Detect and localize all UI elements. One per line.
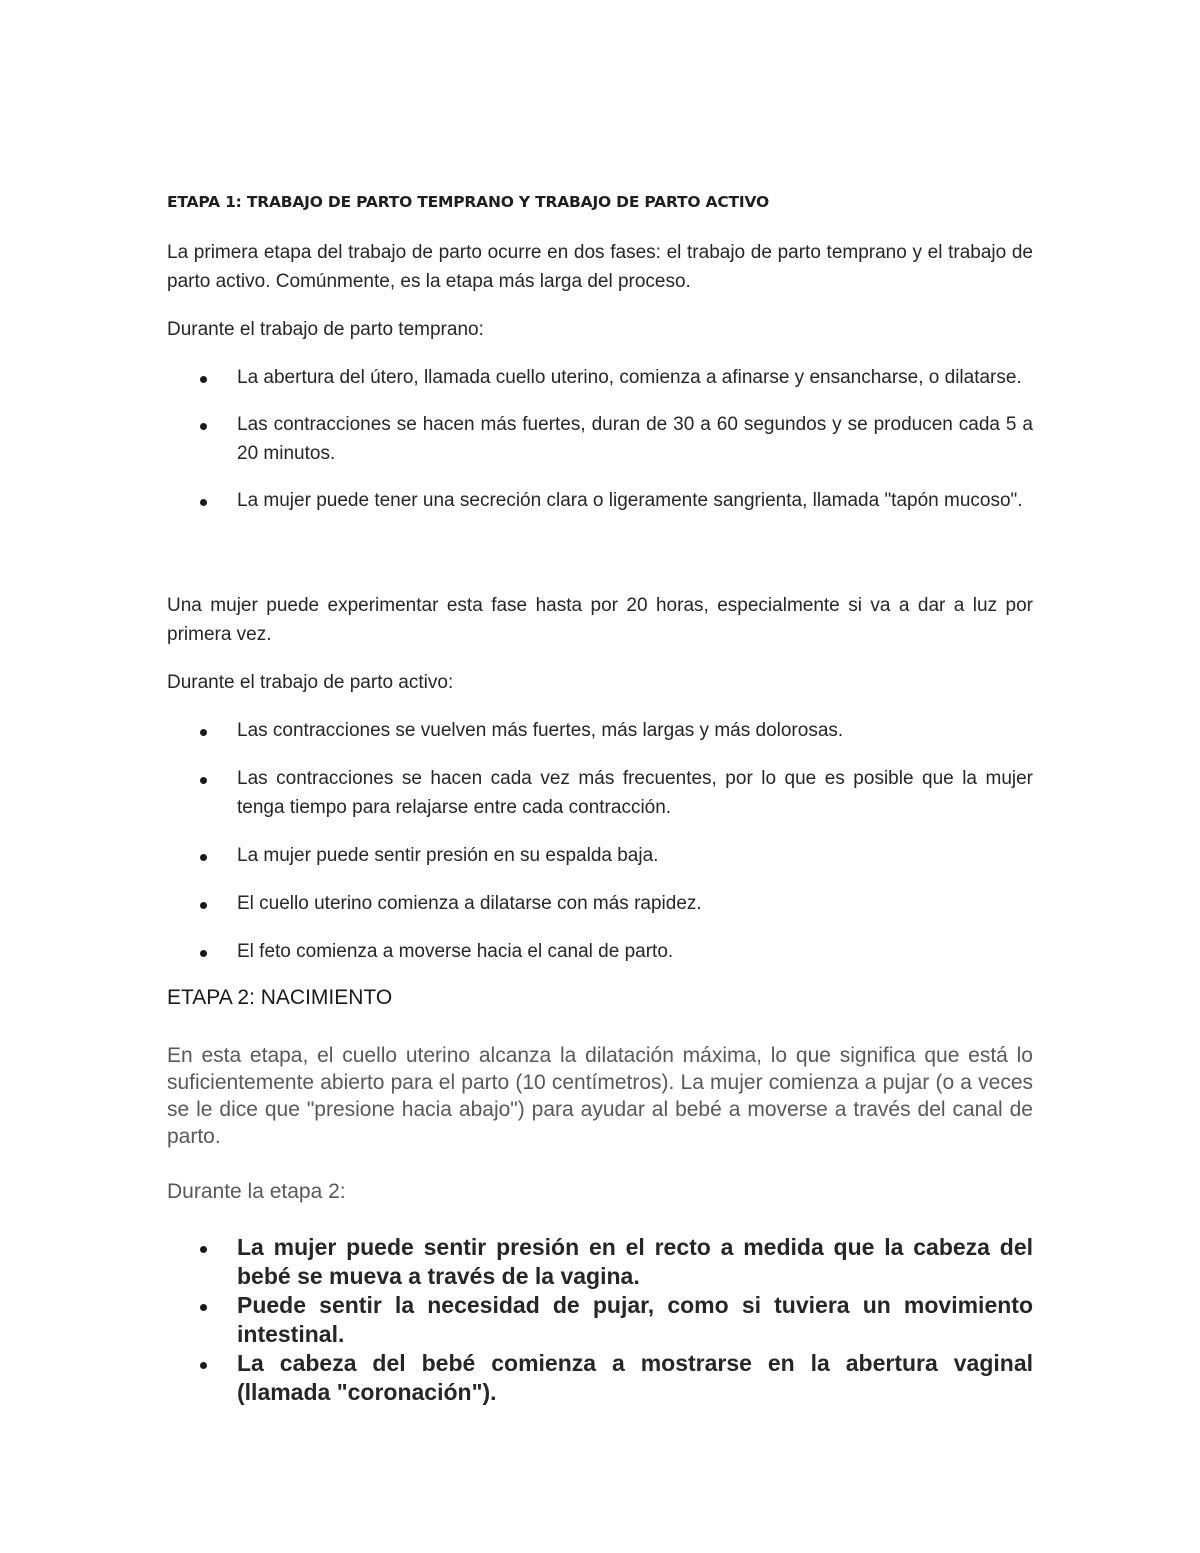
early-label: Durante el trabajo de parto temprano: (167, 319, 484, 340)
list-item: La cabeza del bebé comienza a mostrarse en la abertura vaginal (llamada "coronación"). (167, 1349, 1033, 1407)
early-note: Una mujer puede experimentar esta fase hasta por 20 horas, especialmente si va a dar a luz por primera vez. (167, 595, 1033, 645)
bullet-icon (200, 423, 207, 430)
bullet-icon (200, 777, 207, 784)
bullet-icon (200, 376, 207, 383)
bullet-icon (200, 1246, 207, 1253)
list-item: Las contracciones se vuelven más fuertes, más largas y más dolorosas. (167, 716, 1033, 745)
list-item: Las contracciones se hacen más fuertes, duran de 30 a 60 segundos y se producen cada 5 a 20 minutos. (167, 410, 1033, 468)
list-item: La abertura del útero, llamada cuello uterino, comienza a afinarse y ensancharse, o dilatarse. (167, 363, 1033, 392)
bullet-icon (200, 1362, 207, 1369)
stage2-heading: ETAPA 2: NACIMIENTO (167, 986, 393, 1009)
list-item: La mujer puede sentir presión en su espalda baja. (167, 841, 1033, 870)
bullet-icon (200, 950, 207, 957)
list-item: Las contracciones se hacen cada vez más frecuentes, por lo que es posible que la mujer tenga tiempo para relajarse entre cada contracción. (167, 764, 1033, 822)
bullet-icon (200, 729, 207, 736)
list-item: La mujer puede tener una secreción clara o ligeramente sangrienta, llamada "tapón mucoso". (167, 486, 1033, 515)
bullet-icon (200, 1304, 207, 1311)
bullet-icon (200, 854, 207, 861)
active-list (167, 716, 1033, 966)
stage1-heading: ETAPA 1: TRABAJO DE PARTO TEMPRANO Y TRABAJO DE PARTO ACTIVO (167, 193, 769, 211)
list-item: El cuello uterino comienza a dilatarse con más rapidez. (167, 889, 1033, 918)
stage2-intro: En esta etapa, el cuello uterino alcanza la dilatación máxima, lo que significa que está lo suficientemente abierto para el parto (10 centímetros). La mujer comienza a pujar (o a veces se le dice que "presione hacia abajo") para ayudar al bebé a moverse a través del canal de parto. (167, 1044, 1033, 1148)
stage2-list (167, 1233, 1033, 1407)
stage1-intro: La primera etapa del trabajo de parto ocurre en dos fases: el trabajo de parto temprano y el trabajo de parto activo. Comúnmente, es la etapa más larga del proceso. (167, 242, 1033, 292)
active-label: Durante el trabajo de parto activo: (167, 672, 454, 693)
bullet-icon (200, 499, 207, 506)
list-item: La mujer puede sentir presión en el recto a medida que la cabeza del bebé se mueva a través de la vagina. (167, 1233, 1033, 1291)
stage2-label: Durante la etapa 2: (167, 1180, 346, 1203)
bullet-icon (200, 902, 207, 909)
early-list (167, 363, 1033, 515)
list-item: El feto comienza a moverse hacia el canal de parto. (167, 937, 1033, 966)
list-item: Puede sentir la necesidad de pujar, como si tuviera un movimiento intestinal. (167, 1291, 1033, 1349)
